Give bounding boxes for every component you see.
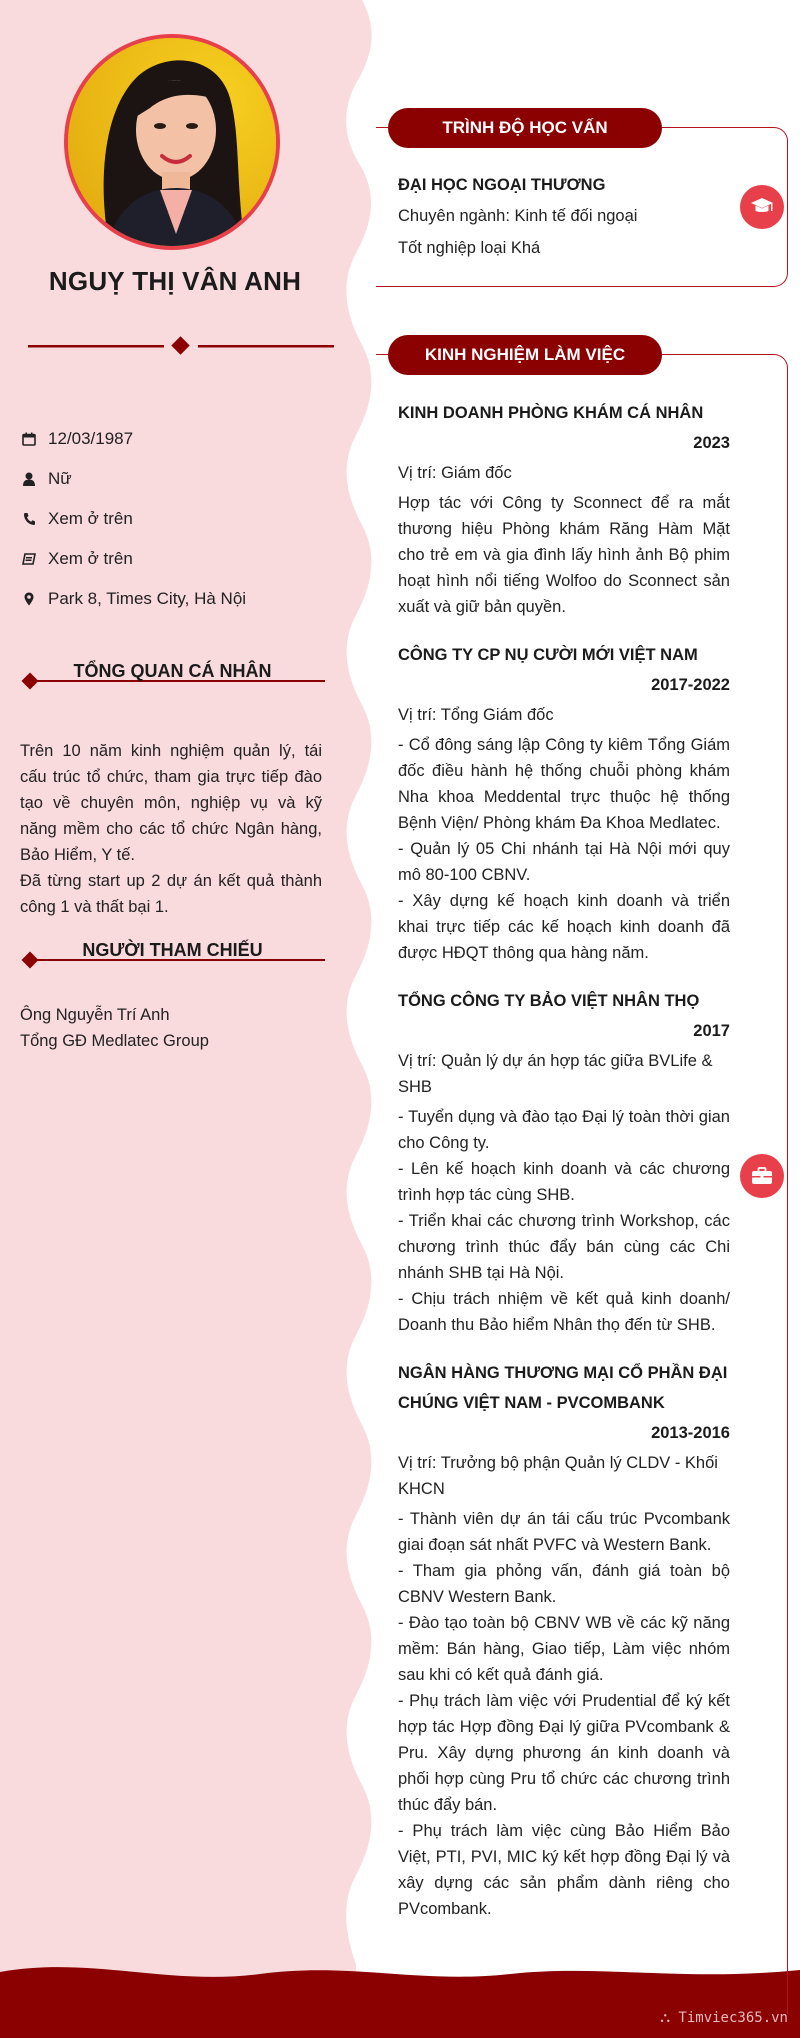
job-org: TỔNG CÔNG TY BẢO VIỆT NHÂN THỌ bbox=[398, 992, 700, 1010]
job-years: 2017 bbox=[693, 1022, 730, 1040]
job-desc-line: - Phụ trách làm việc cùng Bảo Hiểm Bảo Việt, PTI, PVI, MIC ký kết hợp đồng Đại lý và xây dựng các sản phẩm dành riêng cho PVcombank. bbox=[398, 1822, 730, 1918]
overview-paragraph-2: Đã từng start up 2 dự án kết quả thành công 1 và thất bại 1. bbox=[20, 872, 322, 916]
reference-title: NGƯỜI THAM CHIẾU bbox=[82, 940, 263, 960]
gender-text: Nữ bbox=[48, 469, 72, 488]
info-address bbox=[20, 587, 246, 611]
map-pin-icon bbox=[20, 590, 38, 608]
job-org: KINH DOANH PHÒNG KHÁM CÁ NHÂN bbox=[398, 404, 704, 422]
job-entry bbox=[398, 986, 730, 1338]
birthday-text: 12/03/1987 bbox=[48, 429, 134, 448]
job-desc-line: - Tham gia phỏng vấn, đánh giá toàn bộ CBNV Western Bank. bbox=[398, 1562, 730, 1606]
job-desc-line: - Xây dựng kế hoạch kinh doanh và triển khai trực tiếp các kế hoạch kinh doanh đã được HĐQT thông qua hàng năm. bbox=[398, 892, 730, 962]
overview-heading bbox=[20, 661, 325, 691]
job-position: Vị trí: Quản lý dự án hợp tác giữa BVLife & SHB bbox=[398, 1052, 713, 1096]
graduation-cap-icon bbox=[740, 185, 784, 229]
job-desc bbox=[398, 1506, 730, 1922]
job-desc-line: - Đào tạo toàn bộ CBNV WB về các kỹ năng mềm: Bán hàng, Giao tiếp, Làm việc nhóm sau khi có kết quả đánh giá. bbox=[398, 1614, 730, 1684]
reference-role: Tổng GĐ Medlatec Group bbox=[20, 1032, 209, 1050]
education-tab bbox=[388, 108, 662, 148]
job-desc bbox=[398, 732, 730, 966]
name-divider bbox=[28, 336, 334, 356]
overview-text bbox=[20, 738, 322, 920]
briefcase-icon bbox=[740, 1154, 784, 1198]
job-entry bbox=[398, 398, 730, 620]
reference-text bbox=[20, 1002, 322, 1054]
overview-title: TỔNG QUAN CÁ NHÂN bbox=[73, 661, 272, 681]
job-desc: Hợp tác với Công ty Sconnect để ra mắt thương hiệu Phòng khám Răng Hàm Mặt cho trẻ em và gia đình lấy hình ảnh Bộ phim hoạt hình nổi tiếng Wolfoo do Sconnect sản xuất và giữ bản quyền. bbox=[398, 494, 730, 616]
job-position: Vị trí: Giám đốc bbox=[398, 464, 512, 482]
watermark: ⛬ Timviec365.vn bbox=[660, 2010, 788, 2026]
job-org: NGÂN HÀNG THƯƠNG MẠI CỔ PHẦN ĐẠI CHÚNG VIỆT NAM - PVCOMBANK bbox=[398, 1364, 728, 1412]
phone-icon bbox=[20, 510, 38, 528]
overview-paragraph: Trên 10 năm kinh nghiệm quản lý, tái cấu trúc tổ chức, tham gia trực tiếp đào tạo về chuyên môn, nghiệp vụ và kỹ năng mềm cho các tổ chức Ngân hàng, Bảo Hiểm, Y tế. bbox=[20, 742, 322, 864]
job-desc-line: - Tuyển dụng và đào tạo Đại lý toàn thời gian cho Công ty. bbox=[398, 1108, 730, 1152]
job-desc-line: - Cổ đông sáng lập Công ty kiêm Tổng Giám đốc điều hành hệ thống chuỗi phòng khám Nha khoa Meddental trực thuộc hệ thống Bệnh Viện/ Phòng khám Đa Khoa Medlatec. bbox=[398, 736, 730, 832]
job-position: Vị trí: Tổng Giám đốc bbox=[398, 706, 554, 724]
education-title: TRÌNH ĐỘ HỌC VẤN bbox=[442, 118, 608, 137]
job-desc bbox=[398, 1104, 730, 1338]
experience-title: KINH NGHIỆM LÀM VIỆC bbox=[424, 345, 626, 364]
user-icon bbox=[20, 470, 38, 488]
info-phone bbox=[20, 507, 133, 531]
phone-text: Xem ở trên bbox=[48, 509, 133, 528]
job-desc-line: - Lên kế hoạch kinh doanh và các chương trình hợp tác cùng SHB. bbox=[398, 1160, 730, 1204]
address-text: Park 8, Times City, Hà Nội bbox=[48, 589, 247, 608]
info-email bbox=[20, 547, 133, 571]
job-desc-line: - Chịu trách nhiệm về kết quả kinh doanh/ Doanh thu Bảo hiểm Nhân thọ đến từ SHB. bbox=[398, 1290, 730, 1334]
experience-tab bbox=[388, 335, 662, 375]
experience-content bbox=[398, 398, 730, 1922]
job-position: Vị trí: Trưởng bộ phận Quản lý CLDV - Khối KHCN bbox=[398, 1454, 718, 1498]
calendar-icon bbox=[20, 430, 38, 448]
job-desc-line: - Quản lý 05 Chi nhánh tại Hà Nội mới quy mô 80-100 CBNV. bbox=[398, 840, 730, 884]
job-desc-line: - Triển khai các chương trình Workshop, các chương trình thúc đẩy bán cùng các Chi nhánh SHB tại Hà Nội. bbox=[398, 1212, 730, 1282]
education-major: Chuyên ngành: Kinh tế đối ngoại bbox=[398, 207, 638, 225]
avatar bbox=[64, 34, 280, 250]
job-entry bbox=[398, 640, 730, 966]
email-icon bbox=[20, 550, 38, 568]
job-entry bbox=[398, 1358, 730, 1922]
education-content bbox=[398, 170, 730, 264]
email-text: Xem ở trên bbox=[48, 549, 133, 568]
reference-name: Ông Nguyễn Trí Anh bbox=[20, 1006, 170, 1024]
job-desc-line: - Thành viên dự án tái cấu trúc Pvcombank giai đoạn sát nhất PVFC và Western Bank. bbox=[398, 1510, 730, 1554]
education-grade: Tốt nghiệp loại Khá bbox=[398, 239, 541, 257]
job-years: 2017-2022 bbox=[651, 676, 730, 694]
job-org: CÔNG TY CP NỤ CƯỜI MỚI VIỆT NAM bbox=[398, 646, 698, 664]
info-birthday bbox=[20, 427, 133, 451]
job-desc-line: - Phụ trách làm việc với Prudential để ký kết hợp tác Hợp đồng Đại lý giữa PVcombank & Pru. Xây dựng phương án kinh doanh và phối hợp cùng Pru tổ chức các chương trình thúc đẩy bán. bbox=[398, 1692, 730, 1814]
job-years: 2023 bbox=[693, 434, 730, 452]
education-school: ĐẠI HỌC NGOẠI THƯƠNG bbox=[398, 176, 606, 194]
job-years: 2013-2016 bbox=[651, 1424, 730, 1442]
reference-heading bbox=[20, 940, 325, 970]
full-name: NGUỴ THỊ VÂN ANH bbox=[48, 266, 302, 296]
info-gender bbox=[20, 467, 72, 491]
